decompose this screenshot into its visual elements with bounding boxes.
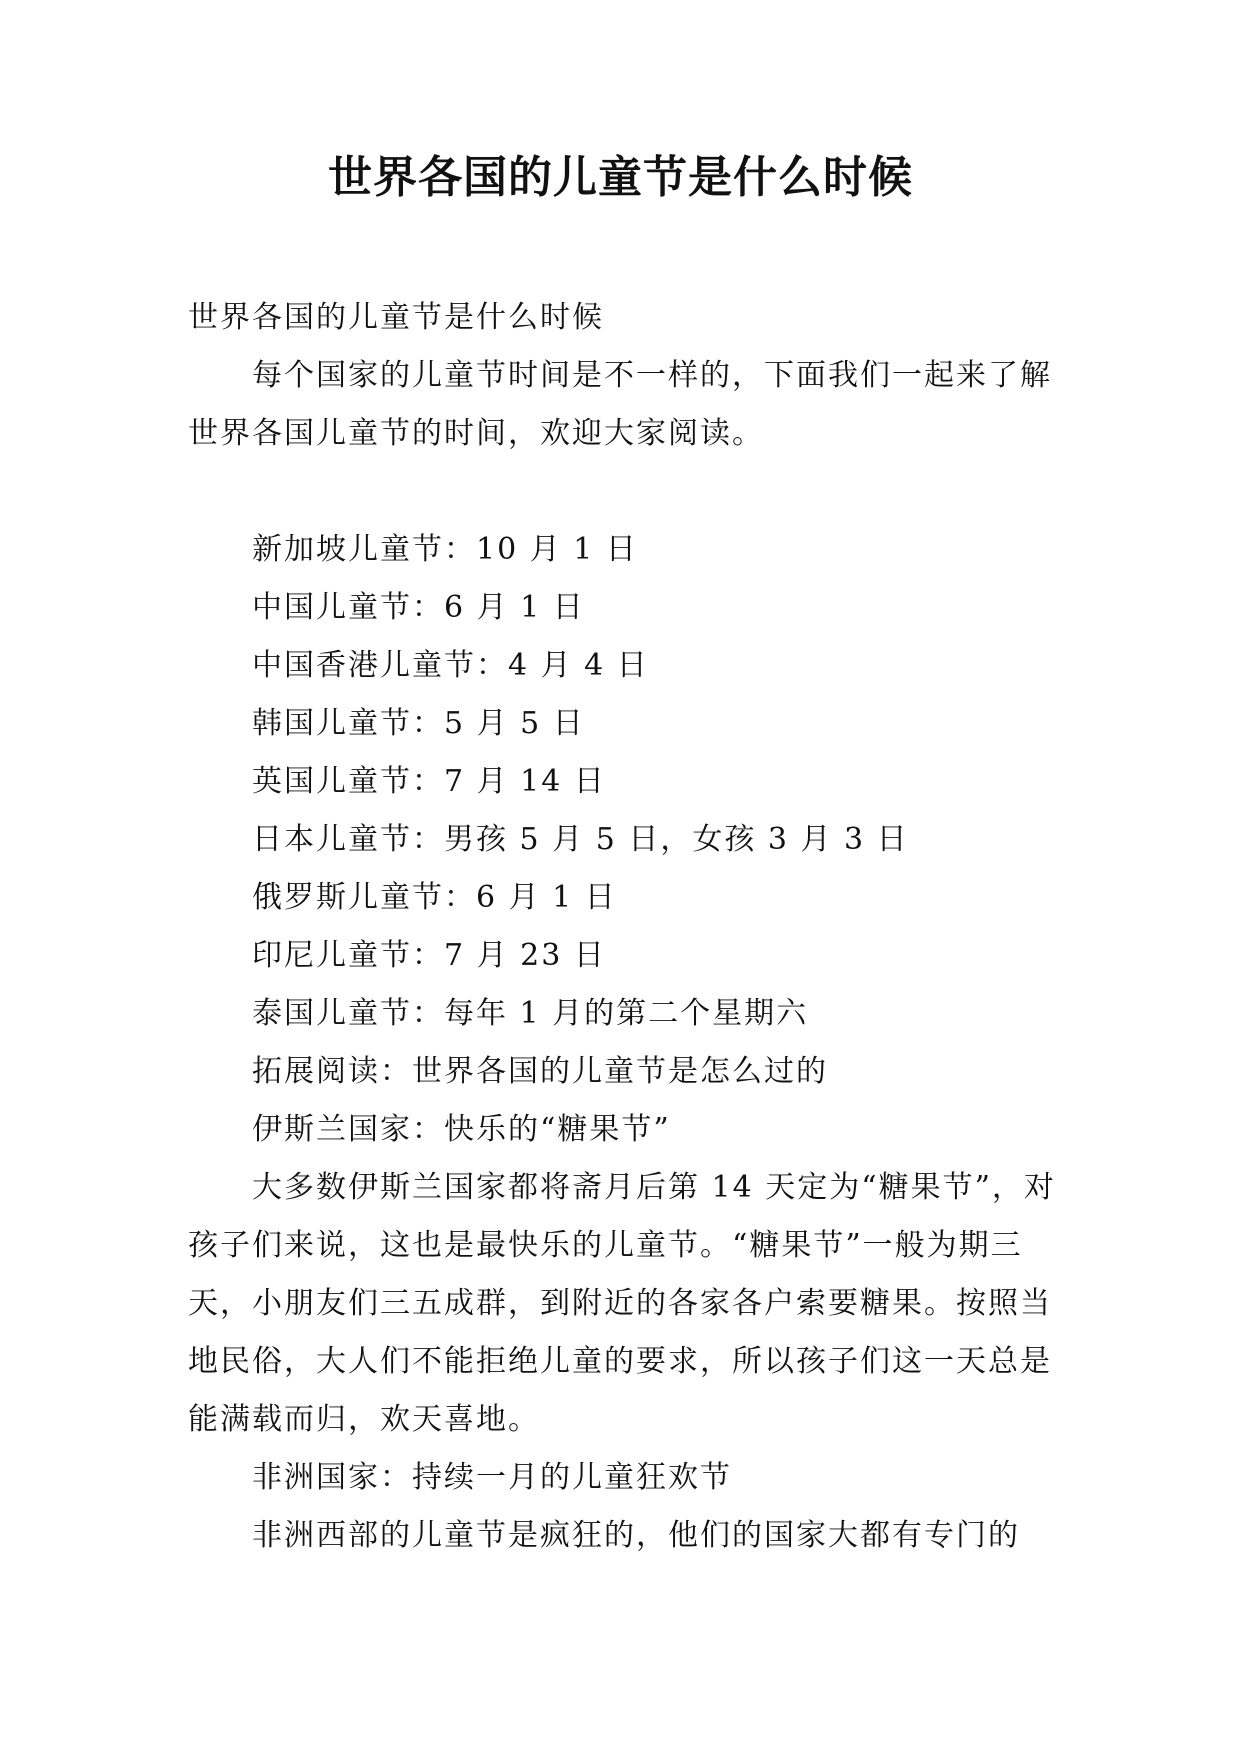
list-item-hongkong: 中国香港儿童节：4 月 4 日 bbox=[252, 648, 649, 683]
section-heading-africa: 非洲国家：持续一月的儿童狂欢节 bbox=[252, 1460, 732, 1495]
list-item-china: 中国儿童节：6 月 1 日 bbox=[252, 590, 585, 625]
subtitle-paragraph: 世界各国的儿童节是什么时候 bbox=[188, 300, 604, 335]
document-title: 世界各国的儿童节是什么时候 bbox=[328, 152, 913, 203]
list-item-thailand: 泰国儿童节：每年 1 月的第二个星期六 bbox=[252, 996, 809, 1031]
list-item-indonesia: 印尼儿童节：7 月 23 日 bbox=[252, 938, 606, 973]
list-item-korea: 韩国儿童节：5 月 5 日 bbox=[252, 706, 585, 741]
list-item-russia: 俄罗斯儿童节：6 月 1 日 bbox=[252, 880, 617, 915]
intro-paragraph: 每个国家的儿童节时间是不一样的，下面我们一起来了解世界各国儿童节的时间，欢迎大家阅读。 bbox=[188, 358, 1052, 451]
section-heading-islamic: 伊斯兰国家：快乐的“糖果节” bbox=[252, 1112, 671, 1147]
document-body bbox=[188, 289, 1068, 1565]
extended-reading-heading: 拓展阅读：世界各国的儿童节是怎么过的 bbox=[252, 1054, 828, 1089]
islamic-paragraph: 大多数伊斯兰国家都将斋月后第 14 天定为“糖果节”，对孩子们来说，这也是最快乐的儿童节。“糖果节”一般为期三天，小朋友们三五成群，到附近的各家各户索要糖果。按照当地民俗，大人们不能拒绝儿童的要求，所以孩子们这一天总是能满载而归，欢天喜地。 bbox=[188, 1170, 1056, 1437]
list-item-singapore: 新加坡儿童节：10 月 1 日 bbox=[252, 532, 638, 567]
paragraph-spacer bbox=[188, 463, 1068, 521]
africa-paragraph: 非洲西部的儿童节是疯狂的，他们的国家大都有专门的 bbox=[252, 1518, 1020, 1553]
list-item-japan: 日本儿童节：男孩 5 月 5 日，女孩 3 月 3 日 bbox=[252, 822, 909, 857]
list-item-uk: 英国儿童节：7 月 14 日 bbox=[252, 764, 606, 799]
